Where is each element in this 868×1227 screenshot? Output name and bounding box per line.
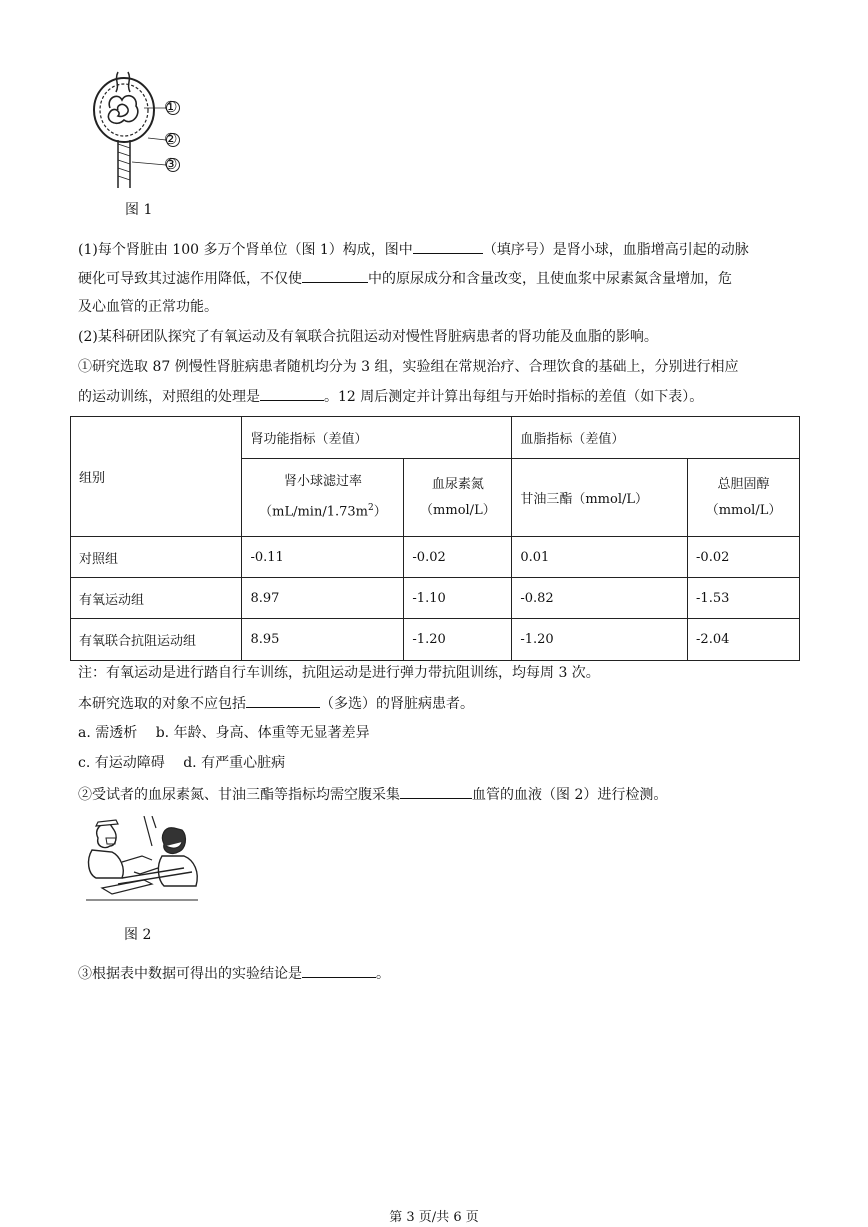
- table-cell-tc: -2.04: [688, 619, 800, 661]
- table-header-group: 组别: [71, 417, 242, 537]
- q1-blank-1[interactable]: [413, 239, 483, 254]
- table-cell-tc: -0.02: [688, 537, 800, 578]
- figure1-marker-1: ①: [164, 98, 178, 116]
- option-a[interactable]: a. 需透析: [78, 725, 138, 741]
- table-row: [71, 619, 800, 661]
- table-cell-tc: -1.53: [688, 578, 800, 619]
- table-row: [71, 578, 800, 619]
- exclude-question: 本研究选取的对象不应包括 （多选）的肾脏病患者。: [78, 693, 474, 714]
- table-cell-tg: 0.01: [512, 537, 688, 578]
- results-table: [70, 416, 800, 661]
- table-row: [71, 537, 800, 578]
- q2-blank-control[interactable]: [260, 386, 324, 401]
- page-footer: 第 3 页/共 6 页: [389, 1210, 479, 1225]
- table-cell-bun: -1.20: [404, 619, 512, 661]
- table-header-lipid: 血脂指标（差值）: [512, 417, 800, 459]
- options-row-2: [78, 753, 285, 773]
- figure2-blood-draw-illustration: [82, 816, 202, 904]
- table-header-tc: 总胆固醇 （mmol/L）: [688, 459, 800, 537]
- q2-part1-line-1: ①研究选取 87 例慢性肾脏病患者随机均分为 3 组，实验组在常规治疗、合理饮食的基础上，分别进行相应: [78, 359, 739, 375]
- table-header-bun: 血尿素氮 （mmol/L）: [404, 459, 512, 537]
- table-note: 注：有氧运动是进行踏自行车训练，抗阻运动是进行弹力带抗阻训练，均每周 3 次。: [78, 665, 600, 681]
- table-cell-tg: -1.20: [512, 619, 688, 661]
- figure1-caption: 图 1: [125, 202, 153, 218]
- q2-part3: ③根据表中数据可得出的实验结论是 。: [78, 963, 390, 984]
- exclude-blank[interactable]: [246, 693, 320, 708]
- table-cell-group: 有氧联合抗阻运动组: [71, 619, 242, 661]
- q2-part1-line-2: 的运动训练，对照组的处理是 。12 周后测定并计算出每组与开始时指标的差值（如下表）。: [78, 386, 703, 407]
- table-cell-group: 对照组: [71, 537, 242, 578]
- table-cell-tg: -0.82: [512, 578, 688, 619]
- table-header-tg: 甘油三酯（mmol/L）: [512, 459, 688, 537]
- table-cell-gfr: 8.95: [242, 619, 404, 661]
- table-cell-gfr: -0.11: [242, 537, 404, 578]
- figure1-nephron-diagram: [88, 70, 198, 195]
- figure2-caption: 图 2: [124, 927, 152, 943]
- option-c[interactable]: c. 有运动障碍: [78, 755, 165, 771]
- figure1-marker-3: ③: [164, 155, 178, 173]
- q2-part2: ②受试者的血尿素氮、甘油三酯等指标均需空腹采集 血管的血液（图 2）进行检测。: [78, 784, 667, 805]
- table-header-kidney: 肾功能指标（差值）: [242, 417, 512, 459]
- table-cell-bun: -0.02: [404, 537, 512, 578]
- option-b[interactable]: b. 年龄、身高、体重等无显著差异: [155, 725, 370, 741]
- figure1-marker-2: ②: [164, 130, 178, 148]
- table-cell-bun: -1.10: [404, 578, 512, 619]
- q2-blank-conclusion[interactable]: [302, 963, 376, 978]
- table-cell-gfr: 8.97: [242, 578, 404, 619]
- table-header-gfr: 肾小球滤过率 $(mL/\min/1.73m^2)$: [242, 459, 404, 537]
- table-cell-group: 有氧运动组: [71, 578, 242, 619]
- q2-intro: (2)某科研团队探究了有氧运动及有氧联合抗阻运动对慢性肾脏病患者的肾功能及血脂的影响。: [78, 329, 658, 345]
- option-d[interactable]: d. 有严重心脏病: [183, 755, 286, 771]
- q2-blank-vessel[interactable]: [400, 784, 472, 799]
- options-row-1: [78, 723, 370, 743]
- q1-blank-2[interactable]: [302, 268, 368, 283]
- q1-line-3: 及心血管的正常功能。: [78, 299, 218, 315]
- q1-line-1: (1)每个肾脏由 100 多万个肾单位（图 1）构成，图中 （填序号）是肾小球，血脂增高引起的动脉: [78, 239, 749, 260]
- q1-line-2: 硬化可导致其过滤作用降低，不仅使 中的原尿成分和含量改变，且使血浆中尿素氮含量增加，危: [78, 268, 732, 289]
